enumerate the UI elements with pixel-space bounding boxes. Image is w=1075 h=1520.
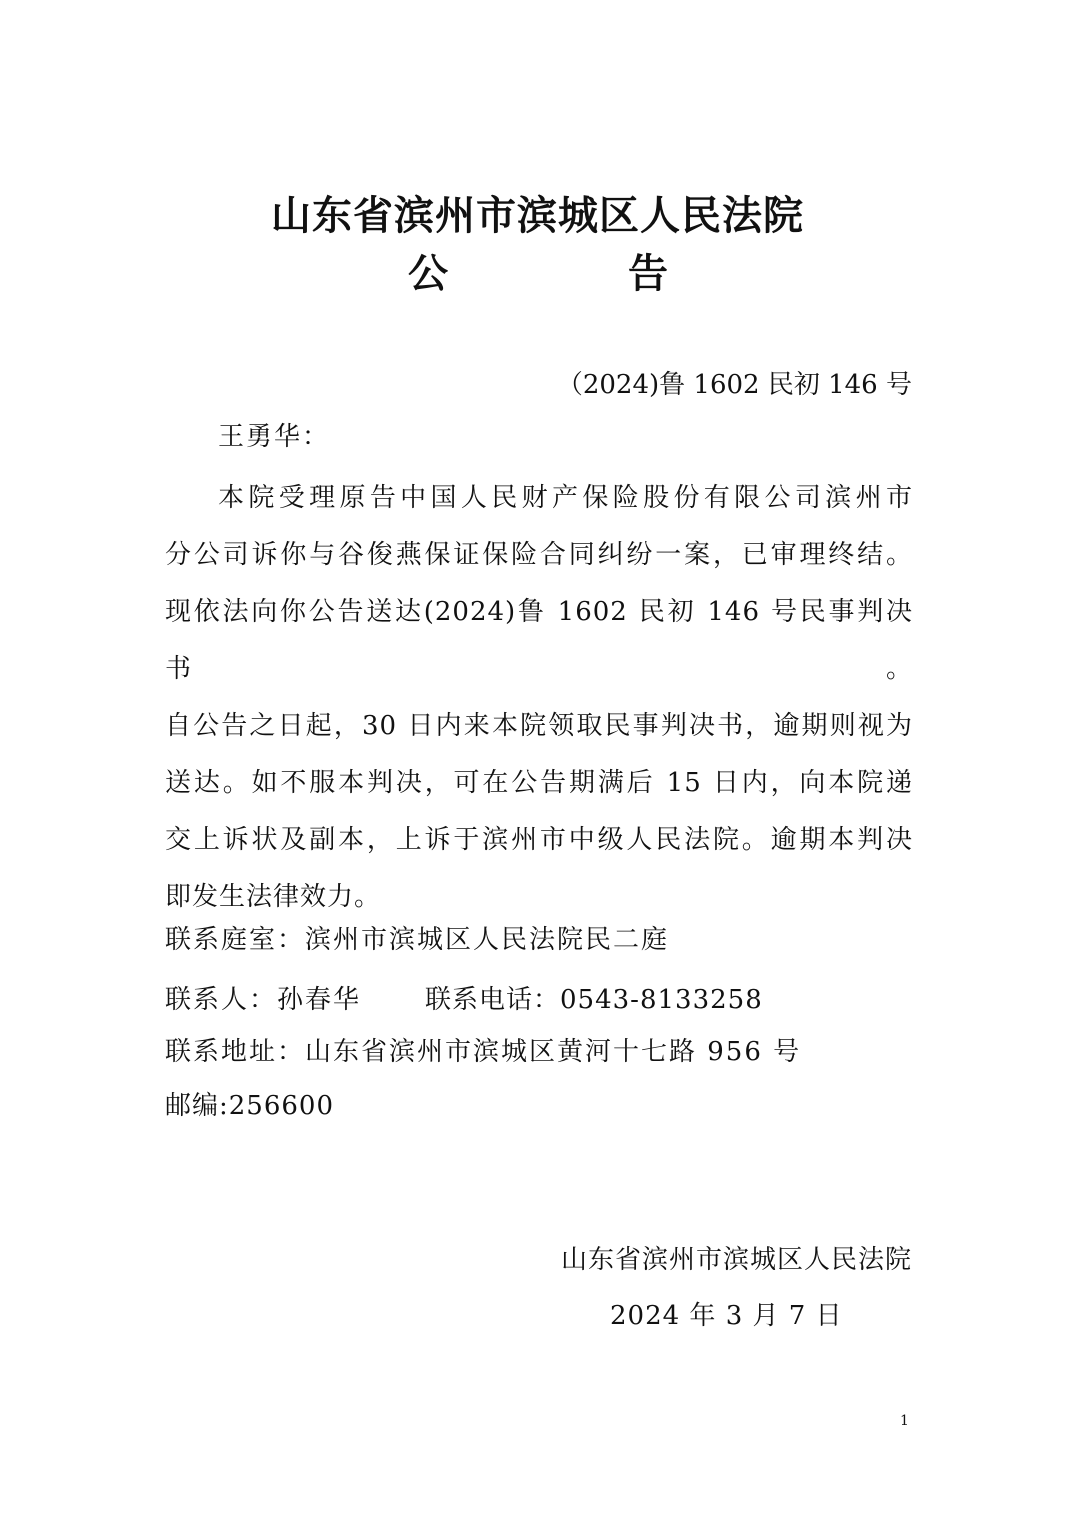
body-line: 即发生法律效力。 [165, 882, 382, 912]
notice-title-char-1: 公 [408, 250, 448, 297]
addressee: 王勇华： [218, 422, 331, 452]
signature-date: 2024 年 3 月 7 日 [610, 1301, 843, 1331]
contact-person: 联系人：孙春华 [165, 985, 362, 1015]
notice-body [165, 470, 913, 926]
body-line: 交上诉状及副本，上诉于滨州市中级人民法院。逾期本判决 [165, 825, 913, 855]
case-number: （2024)鲁 1602 民初 146 号 [556, 370, 912, 400]
contact-zip: 邮编:256600 [165, 1091, 335, 1121]
notice-title-char-2: 告 [628, 250, 668, 297]
contact-phone: 联系电话：0543-8133258 [425, 985, 763, 1015]
contact-address: 联系地址：山东省滨州市滨城区黄河十七路 956 号 [165, 1037, 802, 1067]
body-line: 本院受理原告中国人民财产保险股份有限公司滨州市 [218, 483, 913, 513]
body-line: 自公告之日起，30 日内来本院领取民事判决书，逾期则视为 [165, 711, 913, 741]
court-title: 山东省滨州市滨城区人民法院 [271, 192, 804, 239]
signature-court: 山东省滨州市滨城区人民法院 [560, 1245, 912, 1275]
body-line: 送达。如不服本判决，可在公告期满后 15 日内，向本院递 [165, 768, 913, 798]
body-line: 现依法向你公告送达(2024)鲁 1602 民初 146 号民事判决书。 [165, 597, 913, 684]
contact-department: 联系庭室：滨州市滨城区人民法院民二庭 [165, 925, 670, 955]
page-number: 1 [900, 1413, 909, 1429]
body-line: 分公司诉你与谷俊燕保证保险合同纠纷一案，已审理终结。 [165, 540, 913, 570]
